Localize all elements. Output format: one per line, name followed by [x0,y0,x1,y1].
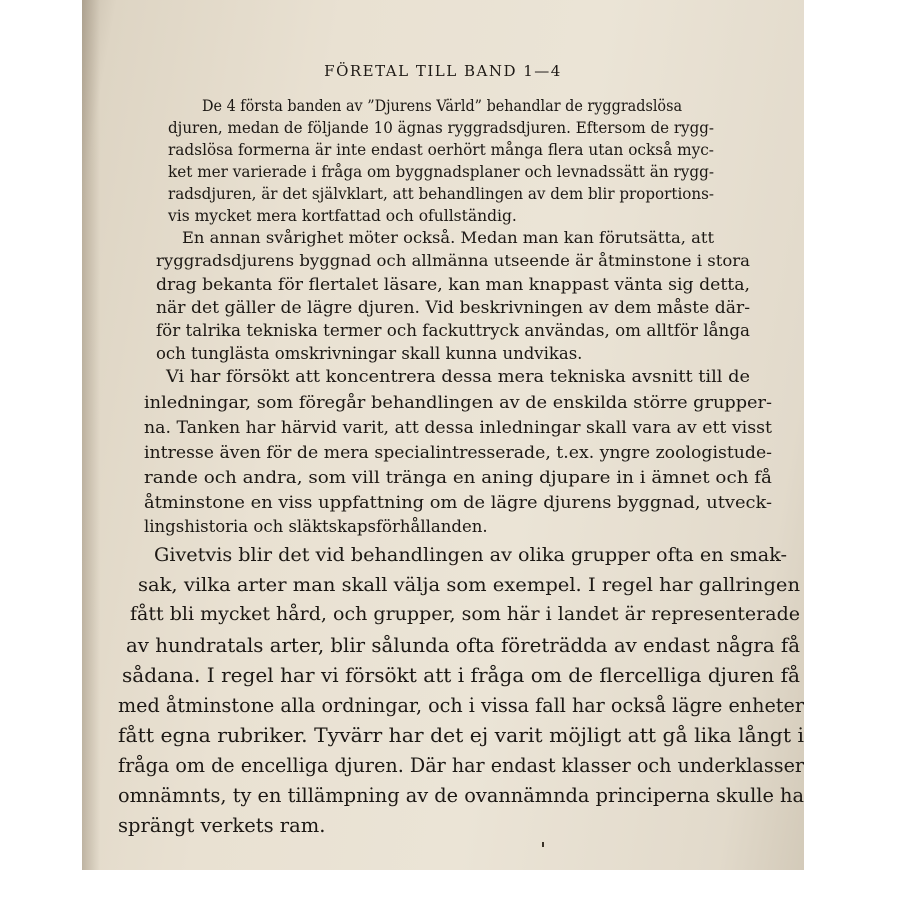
text-line: ket mer varierade i fråga om byggnadsplaner och levnadssätt än rygg- [168,163,715,181]
text-line: med åtminstone alla ordningar, och i vissa fall har också lägre enheter [118,694,804,717]
text-line: drag bekanta för flertalet läsare, kan man knappast vänta sig detta, [156,275,750,294]
text-line: sak, vilka arter man skall välja som exempel. I regel har gallringen [138,575,801,596]
text-line: ryggradsdjurens byggnad och allmänna utseende är åtminstone i stora [156,252,751,270]
text-line: för talrika tekniska termer och fackuttryck användas, om alltför långa [156,321,750,340]
text-line: av hundratals arter, blir sålunda ofta företrädda av endast några få [126,634,800,657]
text-line: fått bli mycket hård, och grupper, som här i landet är representerade [130,604,801,625]
ink-speck [542,842,544,847]
text-line: Givetvis blir det vid behandlingen av olika grupper ofta en smak- [154,545,787,566]
book-page [82,0,804,870]
text-line: inledningar, som föregår behandlingen av de enskilda större grupper- [144,393,772,412]
page-title: FÖRETAL TILL BAND 1—4 [324,62,562,80]
text-line: djuren, medan de följande 10 ägnas ryggradsdjuren. Eftersom de rygg- [168,119,715,137]
text-line: na. Tanken har härvid varit, att dessa inledningar skall vara av ett visst [144,418,772,437]
text-line: åtminstone en viss uppfattning om de lägre djurens byggnad, utveck- [144,493,773,512]
text-line: sådana. I regel har vi försökt att i fråga om de flercelliga djuren få [122,664,801,687]
text-line: sprängt verkets ram. [118,814,326,837]
text-line: när det gäller de lägre djuren. Vid beskrivningen av dem måste där- [156,298,751,317]
text-line: intresse även för de mera specialintresserade, t.ex. yngre zoologistude- [144,443,773,462]
text-line: radslösa formerna är inte endast oerhört många flera utan också myc- [168,141,714,159]
text-line: Vi har försökt att koncentrera dessa mera tekniska avsnitt till de [166,367,750,386]
text-line: omnämnts, ty en tillämpning av de ovannämnda principerna skulle ha [118,784,804,807]
text-line: lingshistoria och släktskapsförhållanden. [144,517,488,536]
text-line: En annan svårighet möter också. Medan man kan förutsätta, att [182,229,715,247]
text-line: rande och andra, som vill tränga en aning djupare in i ämnet och få [144,468,772,487]
text-line: och tunglästa omskrivningar skall kunna undvikas. [156,344,583,363]
text-line: fått egna rubriker. Tyvärr har det ej varit möjligt att gå lika långt i [118,724,804,747]
text-line: vis mycket mera kortfattad och ofullständig. [168,207,517,225]
body-text [82,0,804,870]
text-line: radsdjuren, är det självklart, att behandlingen av dem blir proportions- [168,185,714,203]
text-line: fråga om de encelliga djuren. Där har endast klasser och underklasser [118,754,804,777]
text-line: De 4 första banden av ”Djurens Värld” behandlar de ryggradslösa [202,97,683,115]
